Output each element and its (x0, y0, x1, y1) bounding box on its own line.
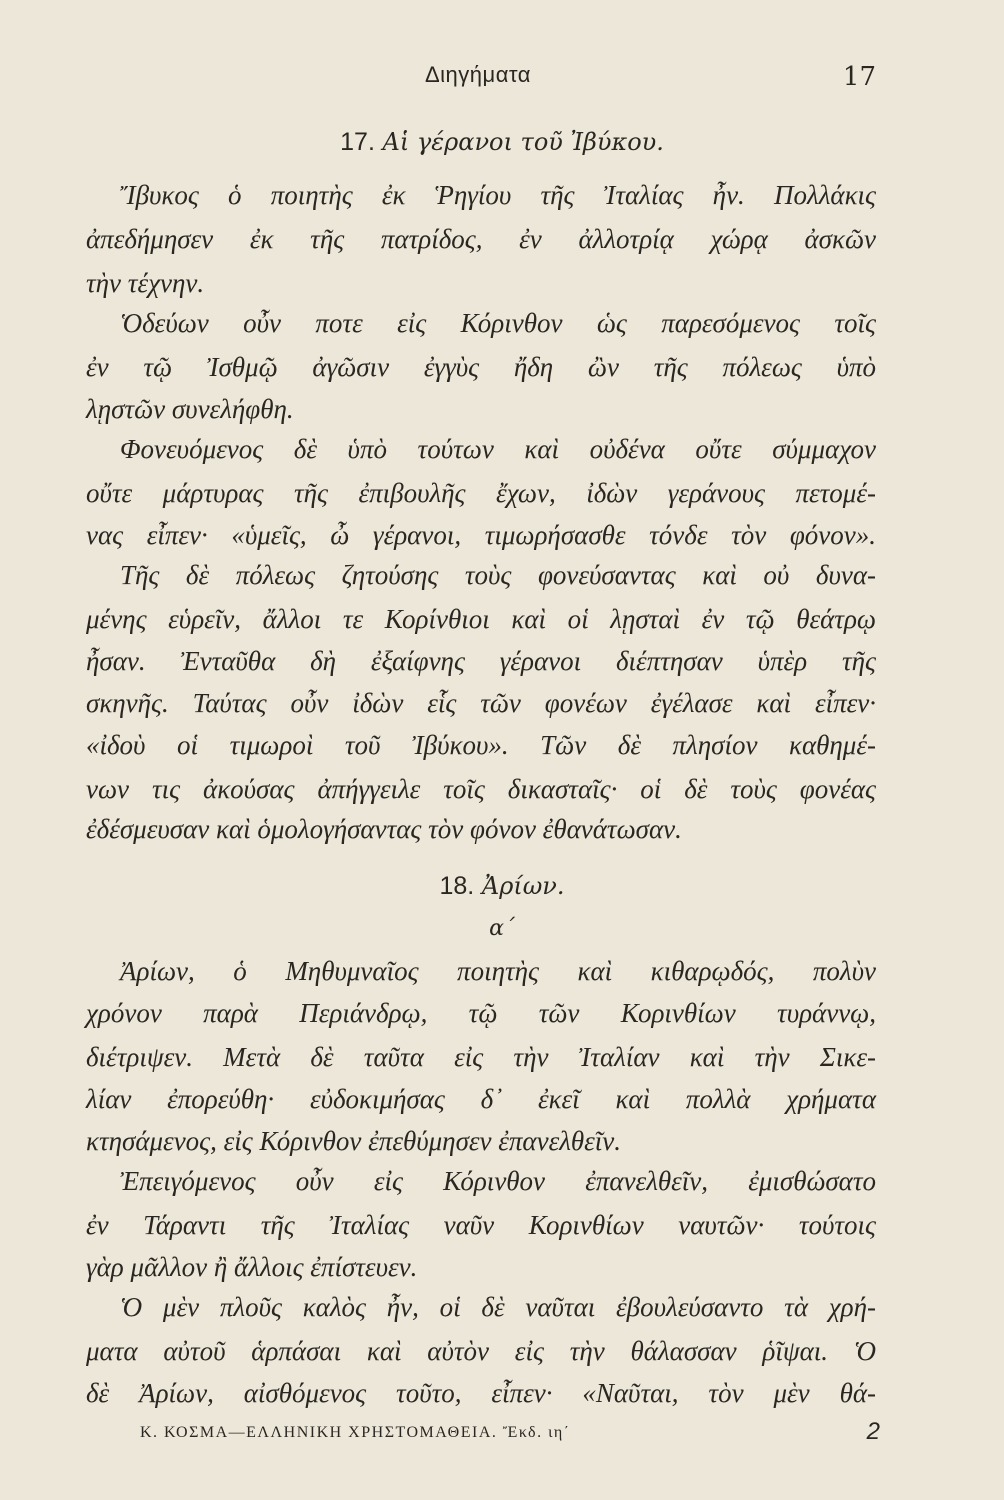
page-footer (140, 1418, 880, 1458)
text-line: λῃστῶν συνελήφθη. (86, 394, 294, 424)
running-head-title: Διηγήματα (424, 62, 532, 87)
text-line: ματα αὐτοῦ ἁρπάσαι καὶ αὐτὸν εἰς τὴν θάλασσαν ῥῖψαι. Ὁ (86, 1336, 876, 1366)
text-line: οὔτε μάρτυρας τῆς ἐπιβουλῆς ἔχων, ἰδὼν γεράνους πετομέ- (86, 478, 876, 508)
text-line: γὰρ μᾶλλον ἢ ἄλλοις ἐπίστευεν. (86, 1252, 418, 1282)
section-17-number: 17. (340, 128, 375, 156)
text-line: λίαν ἐπορεύθη· εὐδοκιμήσας δ᾽ ἐκεῖ καὶ πολλὰ χρήματα (86, 1084, 876, 1114)
section-18-subheading: α΄ (489, 916, 515, 941)
text-line: Ἀρίων, ὁ Μηθυμναῖος ποιητὴς καὶ κιθαρῳδός, πολὺν (120, 956, 876, 986)
section-17-heading (0, 128, 1004, 157)
text-line: τὴν τέχνην. (86, 268, 205, 298)
text-line: ἐν Τάραντι τῆς Ἰταλίας ναῦν Κορινθίων ναυτῶν· τούτοις (86, 1210, 876, 1240)
text-line: δὲ Ἀρίων, αἰσθόμενος τοῦτο, εἶπεν· «Ναῦται, τὸν μὲν θά- (86, 1378, 876, 1408)
text-line: «ἰδοὺ οἱ τιμωροὶ τοῦ Ἰβύκου». Τῶν δὲ πλησίον καθημέ- (86, 730, 876, 760)
section-18-heading (0, 872, 1004, 901)
text-line: κτησάμενος, εἰς Κόρινθον ἐπεθύμησεν ἐπανελθεῖν. (86, 1126, 622, 1156)
signature-mark: 2 (866, 1418, 880, 1445)
section-18-title: Ἀρίων. (481, 872, 565, 900)
section-18-number: 18. (439, 872, 475, 900)
text-line: Ὁδεύων οὖν ποτε εἰς Κόρινθον ὡς παρεσόμενος τοῖς (120, 308, 876, 338)
text-line: ἦσαν. Ἐνταῦθα δὴ ἐξαίφνης γέρανοι διέπτησαν ὑπὲρ τῆς (86, 646, 876, 676)
text-line: Ἐπειγόμενος οὖν εἰς Κόρινθον ἐπανελθεῖν, ἐμισθώσατο (120, 1166, 876, 1196)
text-line: Φονευόμενος δὲ ὑπὸ τούτων καὶ οὐδένα οὔτε σύμμαχον (120, 434, 876, 464)
text-line: διέτριψεν. Μετὰ δὲ ταῦτα εἰς τὴν Ἰταλίαν καὶ τὴν Σικε- (86, 1042, 876, 1072)
footer-imprint: Κ. ΚΟΣΜΑ—ΕΛΛΗΝΙΚΗ ΧΡΗΣΤΟΜΑΘΕΙΑ. Ἔκδ. ιη΄ (140, 1424, 571, 1441)
text-line: σκηνῆς. Ταύτας οὖν ἰδὼν εἷς τῶν φονέων ἐγέλασε καὶ εἶπεν· (86, 688, 876, 718)
text-line: νων τις ἀκούσας ἀπήγγειλε τοῖς δικασταῖς· οἱ δὲ τοὺς φονέας (86, 774, 876, 804)
text-line: ἐν τῷ Ἰσθμῷ ἀγῶσιν ἐγγὺς ἤδη ὢν τῆς πόλεως ὑπὸ (86, 352, 876, 382)
page-number: 17 (842, 62, 876, 92)
text-line: ἀπεδήμησεν ἐκ τῆς πατρίδος, ἐν ἀλλοτρίᾳ χώρᾳ ἀσκῶν (86, 224, 876, 254)
text-line: Τῆς δὲ πόλεως ζητούσης τοὺς φονεύσαντας καὶ οὐ δυνα- (120, 560, 876, 590)
section-17-title: Αἱ γέρανοι τοῦ Ἰβύκου. (382, 128, 664, 156)
text-line: Ὁ μὲν πλοῦς καλὸς ἦν, οἱ δὲ ναῦται ἐβουλεύσαντο τὰ χρή- (120, 1292, 876, 1322)
text-line: ἐδέσμευσαν καὶ ὁμολογήσαντας τὸν φόνον ἐθανάτωσαν. (86, 814, 682, 844)
running-head (80, 62, 876, 102)
text-line: χρόνον παρὰ Περιάνδρῳ, τῷ τῶν Κορινθίων τυράννῳ, (86, 998, 876, 1028)
text-line: Ἴβυκος ὁ ποιητὴς ἐκ Ῥηγίου τῆς Ἰταλίας ἦν. Πολλάκις (120, 180, 876, 210)
text-line: νας εἶπεν· «ὑμεῖς, ὦ γέρανοι, τιμωρήσασθε τόνδε τὸν φόνον». (86, 520, 876, 550)
text-line: μένης εὑρεῖν, ἄλλοι τε Κορίνθιοι καὶ οἱ λῃσταὶ ἐν τῷ θεάτρῳ (86, 604, 876, 634)
